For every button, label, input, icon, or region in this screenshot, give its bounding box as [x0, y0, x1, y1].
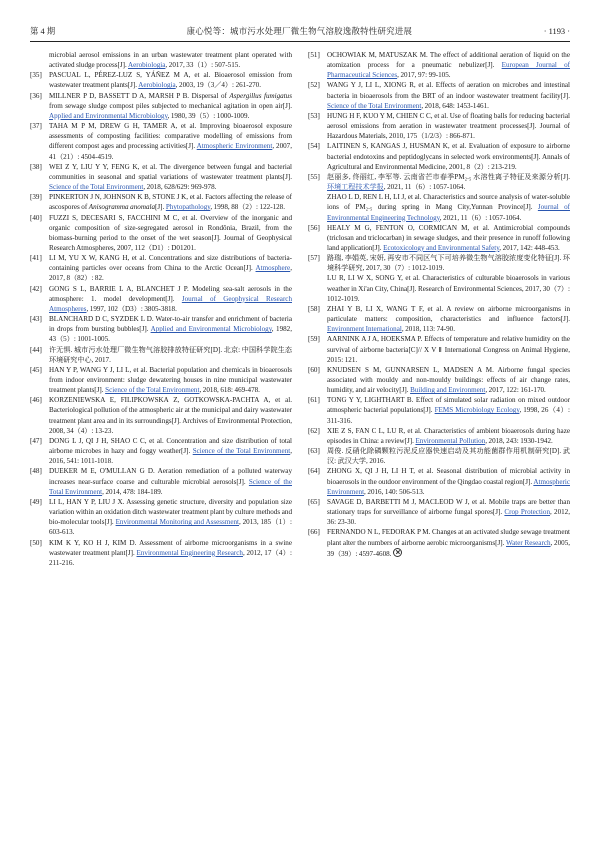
reference-text — [327, 111, 570, 141]
journal-link[interactable]: Atmosphere — [255, 264, 291, 273]
reference-tail: , 2017, 33（1）: 507-515. — [165, 61, 241, 70]
reference-entry — [308, 446, 570, 466]
two-column-body — [30, 50, 570, 825]
reference-entry — [308, 80, 570, 110]
reference-entry — [30, 436, 292, 466]
reference-number: [61] — [308, 396, 320, 405]
reference-text — [49, 466, 292, 496]
reference-tail: , 1998, 26（4）: 311-316. — [327, 406, 570, 425]
reference-entry — [30, 213, 292, 254]
reference-entry — [30, 284, 292, 314]
journal-link[interactable]: Environmental Monitoring and Assessment — [115, 518, 239, 527]
reference-text — [49, 345, 292, 365]
reference-entry — [30, 497, 292, 538]
reference-body: DONG L J, QI J H, SHAO C C, et al. Concentration and size distribution of total airborne microbes in hazy and foggy weather[J]. — [49, 436, 292, 456]
journal-link[interactable]: FEMS Microbiology Ecology — [434, 406, 520, 415]
reference-body: OCHOWIAK M, MATUSZAK M. The effect of additional aeration of liquid on the atomization process for a pneumatic nebulizer[J]. — [327, 51, 570, 70]
reference-body: ZHAI Y B, LI X, WANG T F, et al. A review on airborne microorganisms in particulate matters: composition, characteristics and influence factors[J]. — [327, 304, 570, 324]
reference-number: [63] — [308, 447, 320, 456]
reference-body: AARNINK A J A, HOEKSMA P. Effects of temperature and relative humidity on the survival of airborne bacteria[C]// X V Ⅱ International Congress on Animal Hygiene, 2015: 121. — [327, 335, 570, 364]
reference-number: [35] — [30, 71, 42, 80]
reference-entry — [30, 466, 292, 496]
reference-tail: , 2013, 185（1）: 603-613. — [49, 518, 292, 537]
reference-body: HUNG H F, KUO Y M, CHIEN C C, et al. Use of floating balls for reducing bacterial aerosol emissions from aeration in wastewater treatment processes[J]. Journal of Hazardous Materials, 2010, 175（1/2/3）: 866-871. — [327, 111, 570, 141]
reference-tail: , 2018, 243: 1930-1942. — [485, 436, 553, 445]
reference-text — [327, 527, 570, 558]
reference-number: [53] — [308, 111, 320, 120]
reference-number: [38] — [30, 162, 42, 171]
reference-body: 路瑞, 李娟英, 宋妍, 再安市不同区气下可培养微生物气溶胶浓度变化特征[J]. 环境科学研究, 2017, 30（7）: 1012-1019. — [327, 254, 570, 273]
reference-body: KNUDSEN S M, GUNNARSEN L, MADSEN A M. Airborne fungal species associated with mouldy and non-mouldy buildings: effects of air change rates, humidity, and air velocity[J]. — [327, 365, 570, 395]
reference-text — [327, 446, 570, 466]
journal-link[interactable]: Ecotoxicology and Environmental Safety — [383, 243, 500, 252]
reference-number: [40] — [30, 213, 42, 222]
reference-text — [49, 50, 292, 70]
journal-link[interactable]: Environment International — [327, 325, 402, 334]
reference-tail: , 2012, 17（4）: 211-216. — [49, 548, 292, 567]
reference-tail: , 2016, 541: 1011-1018. — [49, 447, 292, 466]
journal-link[interactable]: Science of the Total Environment — [105, 386, 200, 395]
reference-text — [49, 91, 292, 121]
reference-number: [62] — [308, 426, 320, 435]
reference-body: 赵丽多, 佟丽红, 李军等. 云南省芒市春季PM₂.₅ 水溶性离子特征及来源分析[J]. — [327, 172, 570, 181]
reference-number: [59] — [308, 335, 320, 344]
reference-text — [327, 223, 570, 253]
reference-translation: ZHAO L D, REN L H, LI J, et al. Characteristics and source analysis of water-soluble ions of PM₂.₅ during spring in Mang City,Yunnan Province[J]. — [327, 193, 570, 212]
reference-tail: , 2016, 140: 506-513. — [364, 487, 425, 496]
journal-link[interactable]: Atmospheric Environment — [196, 142, 273, 151]
reference-tail: , 1982, 43（5）: 1001-1005. — [49, 325, 292, 344]
reference-tail: , 2017, 8（82）: 82. — [49, 264, 292, 283]
reference-number: [42] — [30, 284, 42, 293]
reference-entry — [308, 527, 570, 558]
reference-body: HEALY M G, FENTON O, CORMICAN M, et al. Antimicrobial compounds (triclosan and triclocarban) in sewage sludges, and their presence in runoff following land application[J]. — [327, 223, 570, 252]
reference-number: [55] — [308, 172, 320, 181]
reference-number: [48] — [30, 467, 42, 476]
journal-link[interactable]: European Journal of Pharmaceutical Sciences — [327, 61, 570, 80]
reference-entry — [308, 395, 570, 425]
reference-entry — [308, 141, 570, 171]
reference-text — [327, 304, 570, 334]
reference-text — [327, 50, 570, 80]
reference-body: TAHA M P M, DREW G H, TAMER A, et al. Improving bioaerosol exposure assessments of composting facilities: comparative modelling of emissions from different compost ages and processing activities[J]. — [49, 122, 292, 151]
reference-body: SAVAGE D, BARBETTI M J, MACLEOD W J, et al. Mobile traps are better than stationary traps for surveillance of airborne fungal spores[J]. — [327, 497, 570, 517]
reference-entry — [308, 365, 570, 395]
reference-body: ZHONG X, QI J H, LI H T, et al. Seasonal distribution of microbial activity in bioaerosols in the outdoor environment of the Qingdao coastal region[J]. — [327, 467, 570, 486]
reference-number: [49] — [30, 497, 42, 506]
reference-number: [41] — [30, 254, 42, 263]
reference-number: [64] — [308, 467, 320, 476]
reference-text — [49, 253, 292, 283]
reference-tail: , 2021, 11（6）: 1057-1064. — [383, 183, 466, 192]
reference-number — [30, 50, 49, 70]
reference-number: [39] — [30, 193, 42, 202]
reference-text — [49, 70, 292, 90]
reference-body: FUZZI S, DECESARI S, FACCHINI M C, et al. Overview of the inorganic and organic composition of size-segregated aerosol in Rondônia, Brazil, from the biomass-burning period to the onset of the wet season[J]. Journal of Geophysical Research Atmospheres, 2007, 112（D1）: D01201. — [49, 213, 292, 252]
reference-body: GONG S L, BARRIE L A, BLANCHET J P. Modeling sea-salt aerosols in the atmosphere: 1. model development[J]. — [49, 284, 292, 303]
reference-body: KORZENIEWSKA E, FILIPKOWSKA Z, GOTKOWSKA-PACHTA A, et al. Bacteriological pollution of the atmospheric air at the municipal and dairy wastewater treatment plant area and in its surroundings[J]. Archives of Environmental Protection, 2008, 34（4）: 13-23. — [49, 396, 292, 435]
reference-number: [51] — [308, 51, 320, 59]
reference-body-cont: [J]. — [155, 203, 166, 212]
reference-tail: , 1997, 102（D3）: 3805-3818. — [86, 304, 177, 313]
journal-link[interactable]: Aerobiologia — [127, 61, 166, 70]
reference-text — [49, 365, 292, 395]
journal-link[interactable]: Crop Protection — [504, 508, 550, 517]
reference-tail: , 1998, 88（2）: 122-128. — [210, 203, 285, 212]
reference-tail: , 2017, 122: 161-170. — [485, 386, 546, 395]
reference-entry — [308, 466, 570, 496]
reference-tail: , 2005, 39（39）: 4597-4608. — [327, 538, 571, 558]
reference-number: [45] — [30, 365, 42, 374]
reference-body: 周俊. 反硝化除磷颗粒污泥反应器快速启动及其功能菌群作用机制研究[D]. 武汉: 武汉大学, 2016. — [327, 447, 570, 466]
reference-entry — [308, 223, 570, 253]
reference-entry — [30, 395, 292, 436]
journal-link[interactable]: Environmental Engineering Research — [136, 548, 243, 557]
journal-link[interactable]: Applied and Environmental Microbiology — [150, 325, 272, 334]
reference-number: [52] — [308, 81, 320, 90]
journal-link[interactable]: Water Research — [506, 538, 551, 547]
journal-link[interactable]: Science of the Total Environment — [327, 101, 422, 110]
reference-text — [49, 162, 292, 192]
reference-number: [56] — [308, 223, 320, 232]
reference-body: HAN Y P, WANG Y J, LI L, et al. Bacterial population and chemicals in bioaerosols from indoor environment: sludge dewatering houses in nine municipal wastewater treatment plants[J]. — [49, 365, 292, 395]
reference-entry — [308, 172, 570, 223]
reference-entry — [308, 111, 570, 141]
reference-entry — [308, 253, 570, 304]
reference-text — [327, 466, 570, 496]
reference-text — [327, 141, 570, 171]
page-number: · 1193 · — [543, 27, 570, 36]
reference-text — [327, 80, 570, 110]
reference-body: KIM K Y, KO H J, KIM D. Assessment of airborne microorganisms in a swine wastewater treatment plant[J]. — [49, 538, 292, 557]
reference-tail: , 2017, 97: 99-105. — [397, 71, 451, 80]
reference-tail: , 2003, 19（3／4）: 261-270. — [175, 81, 261, 90]
reference-text — [49, 395, 292, 436]
reference-entry — [308, 50, 570, 80]
reference-entry — [30, 50, 292, 70]
reference-text — [49, 314, 292, 344]
reference-body: TONG Y Y, LIGHTHART B. Effect of simulated solar radiation on mixed outdoor atmospheric bacterial populations[J]. — [327, 396, 570, 415]
reference-entry — [30, 192, 292, 212]
reference-body: XIE Z S, FAN C L, LU R, et al. Characteristics of ambient bioaerosols during haze episodes in China: a review[J]. — [327, 426, 570, 445]
right-column — [308, 50, 570, 825]
reference-tail: , 2017, 142: 448-453. — [499, 243, 560, 252]
journal-link[interactable]: Atmospheric Environment — [327, 477, 570, 496]
reference-body: PINKERTON J N, JOHNSON K B, STONE J K, et al. Factors affecting the release of ascospores of — [49, 193, 292, 212]
reference-number: [43] — [30, 315, 42, 324]
reference-body: DUEKER M E, O'MULLAN G D. Aeration remediation of a polluted waterway increases near-surface coarse and culturable microbial aerosols[J]. — [49, 467, 292, 486]
reference-number: [60] — [308, 365, 320, 374]
reference-text — [49, 538, 292, 568]
reference-number: [65] — [308, 497, 320, 506]
reference-list-right — [308, 50, 570, 559]
journal-link[interactable]: Environmental Pollution — [415, 436, 486, 445]
reference-body: PASCUAL L, PÉREZ-LUZ S, YÁÑEZ M A, et al. Bioaerosol emission from wastewater treatment plants[J]. — [49, 71, 292, 90]
reference-translation-tail: , 2021, 11（6）: 1057-1064. — [439, 213, 522, 222]
reference-number: [50] — [30, 538, 42, 547]
reference-number: [36] — [30, 91, 42, 100]
reference-body: FERNANDO N L, FEDORAK P M. Changes at an activated sludge sewage treatment plant alter the numbers of airborne aerobic microorganisms[J]. — [327, 528, 570, 547]
reference-text — [327, 172, 570, 223]
reference-text — [49, 213, 292, 254]
journal-link[interactable]: Building and Environment — [410, 386, 486, 395]
reference-text — [327, 365, 570, 395]
reference-tail: , 2018, 113: 74-90. — [401, 325, 455, 334]
journal-link[interactable]: Journal of Geophysical Research Atmospheres — [49, 294, 292, 313]
reference-text — [49, 284, 292, 314]
reference-body: LI M, YU X W, KANG H, et al. Concentrations and size distributions of bacteria-containing particles over oceans from China to the Arctic Ocean[J]. — [49, 254, 292, 273]
reference-entry — [30, 538, 292, 568]
reference-text — [49, 192, 292, 212]
reference-body: LAITINEN S, KANGAS J, HUSMAN K, et al. Evaluation of exposure to airborne bacterial endotoxins and peptidoglycans in selected work environments[J]. Annals of Agricultural and Environmental Medicine, 2001, 8（2）: 213-219. — [327, 142, 570, 171]
reference-number: [58] — [308, 304, 320, 313]
reference-translation: LU R, LI W X, SONG Y, et al. Characteristics of culturable bioaerosols in various weather in Xi'an City, China[J]. Research of Environmental Sciences, 2017, 30（7）: 1012-1019. — [327, 274, 570, 303]
journal-link[interactable]: 环境工程技术学报 — [327, 183, 384, 192]
reference-tail: , 2012, 36: 23-30. — [327, 508, 570, 527]
journal-link[interactable]: Science of the Total Environment — [49, 183, 144, 192]
reference-text — [49, 436, 292, 466]
reference-body-cont: from sewage sludge compost piles subjected to mechanical agitation in open air[J]. — [49, 101, 292, 110]
reference-text — [49, 121, 292, 162]
reference-entry — [30, 314, 292, 344]
journal-link[interactable]: Phytopathology — [165, 203, 211, 212]
reference-text — [327, 426, 570, 446]
reference-body: LI L, HAN Y P, LIU J X. Assessing genetic structure, diversity and population size variation within an oxidation ditch wastewater treatment plant by culture methods and bio-molecular tools[J]. — [49, 497, 292, 527]
reference-entry — [30, 121, 292, 162]
reference-text — [327, 253, 570, 304]
journal-link[interactable]: Aerobiologia — [138, 81, 176, 90]
reference-text — [327, 395, 570, 425]
reference-entry — [30, 70, 292, 90]
reference-entry — [308, 334, 570, 364]
reference-body: BLANCHARD D C, SYZDEK L D. Water-to-air transfer and enrichment of bacteria in drops from bursting bubbles[J]. — [49, 315, 292, 334]
reference-italic-term: Anisogramma anomala — [88, 203, 156, 212]
reference-tail: , 1980, 39（5）: 1000-1009. — [167, 111, 250, 120]
reference-body: WEI Z Y, LIU Y Y, FENG K, et al. The divergence between fungal and bacterial communities in seasonal and spatial variations of wastewater treatment plants[J]. — [49, 162, 292, 181]
reference-entry — [308, 426, 570, 446]
reference-text — [49, 497, 292, 538]
reference-text — [327, 334, 570, 364]
end-of-article-mark-icon — [393, 548, 402, 557]
reference-body: 许无惧. 城市污水处理厂微生物气溶胶排放特征研究[D]. 北京: 中国科学院生态环境研究中心, 2017. — [49, 345, 292, 364]
reference-italic-term: Aspergillus fumigatus — [229, 91, 292, 100]
reference-entry — [30, 162, 292, 192]
running-head-issue: 第 4 期 — [30, 27, 56, 36]
reference-body: MILLNER P D, BASSETT D A, MARSH P B. Dispersal of — [49, 91, 230, 100]
reference-entry — [30, 253, 292, 283]
reference-entry — [30, 91, 292, 121]
reference-tail: , 2018, 628/629: 969-978. — [143, 183, 217, 192]
reference-body: WANG Y J, LI L, XIONG R, et al. Effects of aeration on microbes and intestinal bacteria in bioaerosols from the BRT of an indoor wastewater treatment facility[J]. — [327, 81, 570, 100]
reference-number: [47] — [30, 436, 42, 445]
reference-entry — [308, 304, 570, 334]
left-column — [30, 50, 292, 825]
journal-link-translation[interactable]: Journal of Environmental Engineering Technology — [327, 203, 570, 222]
reference-entry — [30, 365, 292, 395]
reference-number: [44] — [30, 345, 42, 354]
journal-link[interactable]: Applied and Environmental Microbiology — [49, 111, 168, 120]
journal-link[interactable]: Science of the Total Environment — [49, 477, 292, 496]
reference-entry — [30, 345, 292, 365]
reference-tail: , 2014, 478: 184-189. — [102, 487, 163, 496]
reference-tail: , 2007, 41（21）: 4504-4519. — [49, 142, 292, 161]
running-head — [30, 26, 570, 42]
journal-link[interactable]: Science of the Total Environment — [192, 447, 291, 456]
reference-number: [37] — [30, 122, 42, 131]
running-head-title: 康心悦等：城市污水处理厂微生物气溶胶逸散特性研究进展 — [186, 27, 413, 36]
reference-number: [46] — [30, 396, 42, 405]
reference-number: [57] — [308, 254, 320, 263]
reference-number: [66] — [308, 528, 320, 537]
reference-list-left — [30, 50, 292, 568]
reference-number: [54] — [308, 142, 320, 151]
reference-tail: , 2018, 618: 469-478. — [199, 386, 260, 395]
reference-text — [327, 497, 570, 527]
reference-tail: , 2018, 648: 1453-1461. — [421, 101, 489, 110]
reference-body: microbial aerosol emissions in an urban wastewater treatment plant operated with activated sludge process[J]. — [49, 51, 292, 70]
reference-entry — [308, 497, 570, 527]
